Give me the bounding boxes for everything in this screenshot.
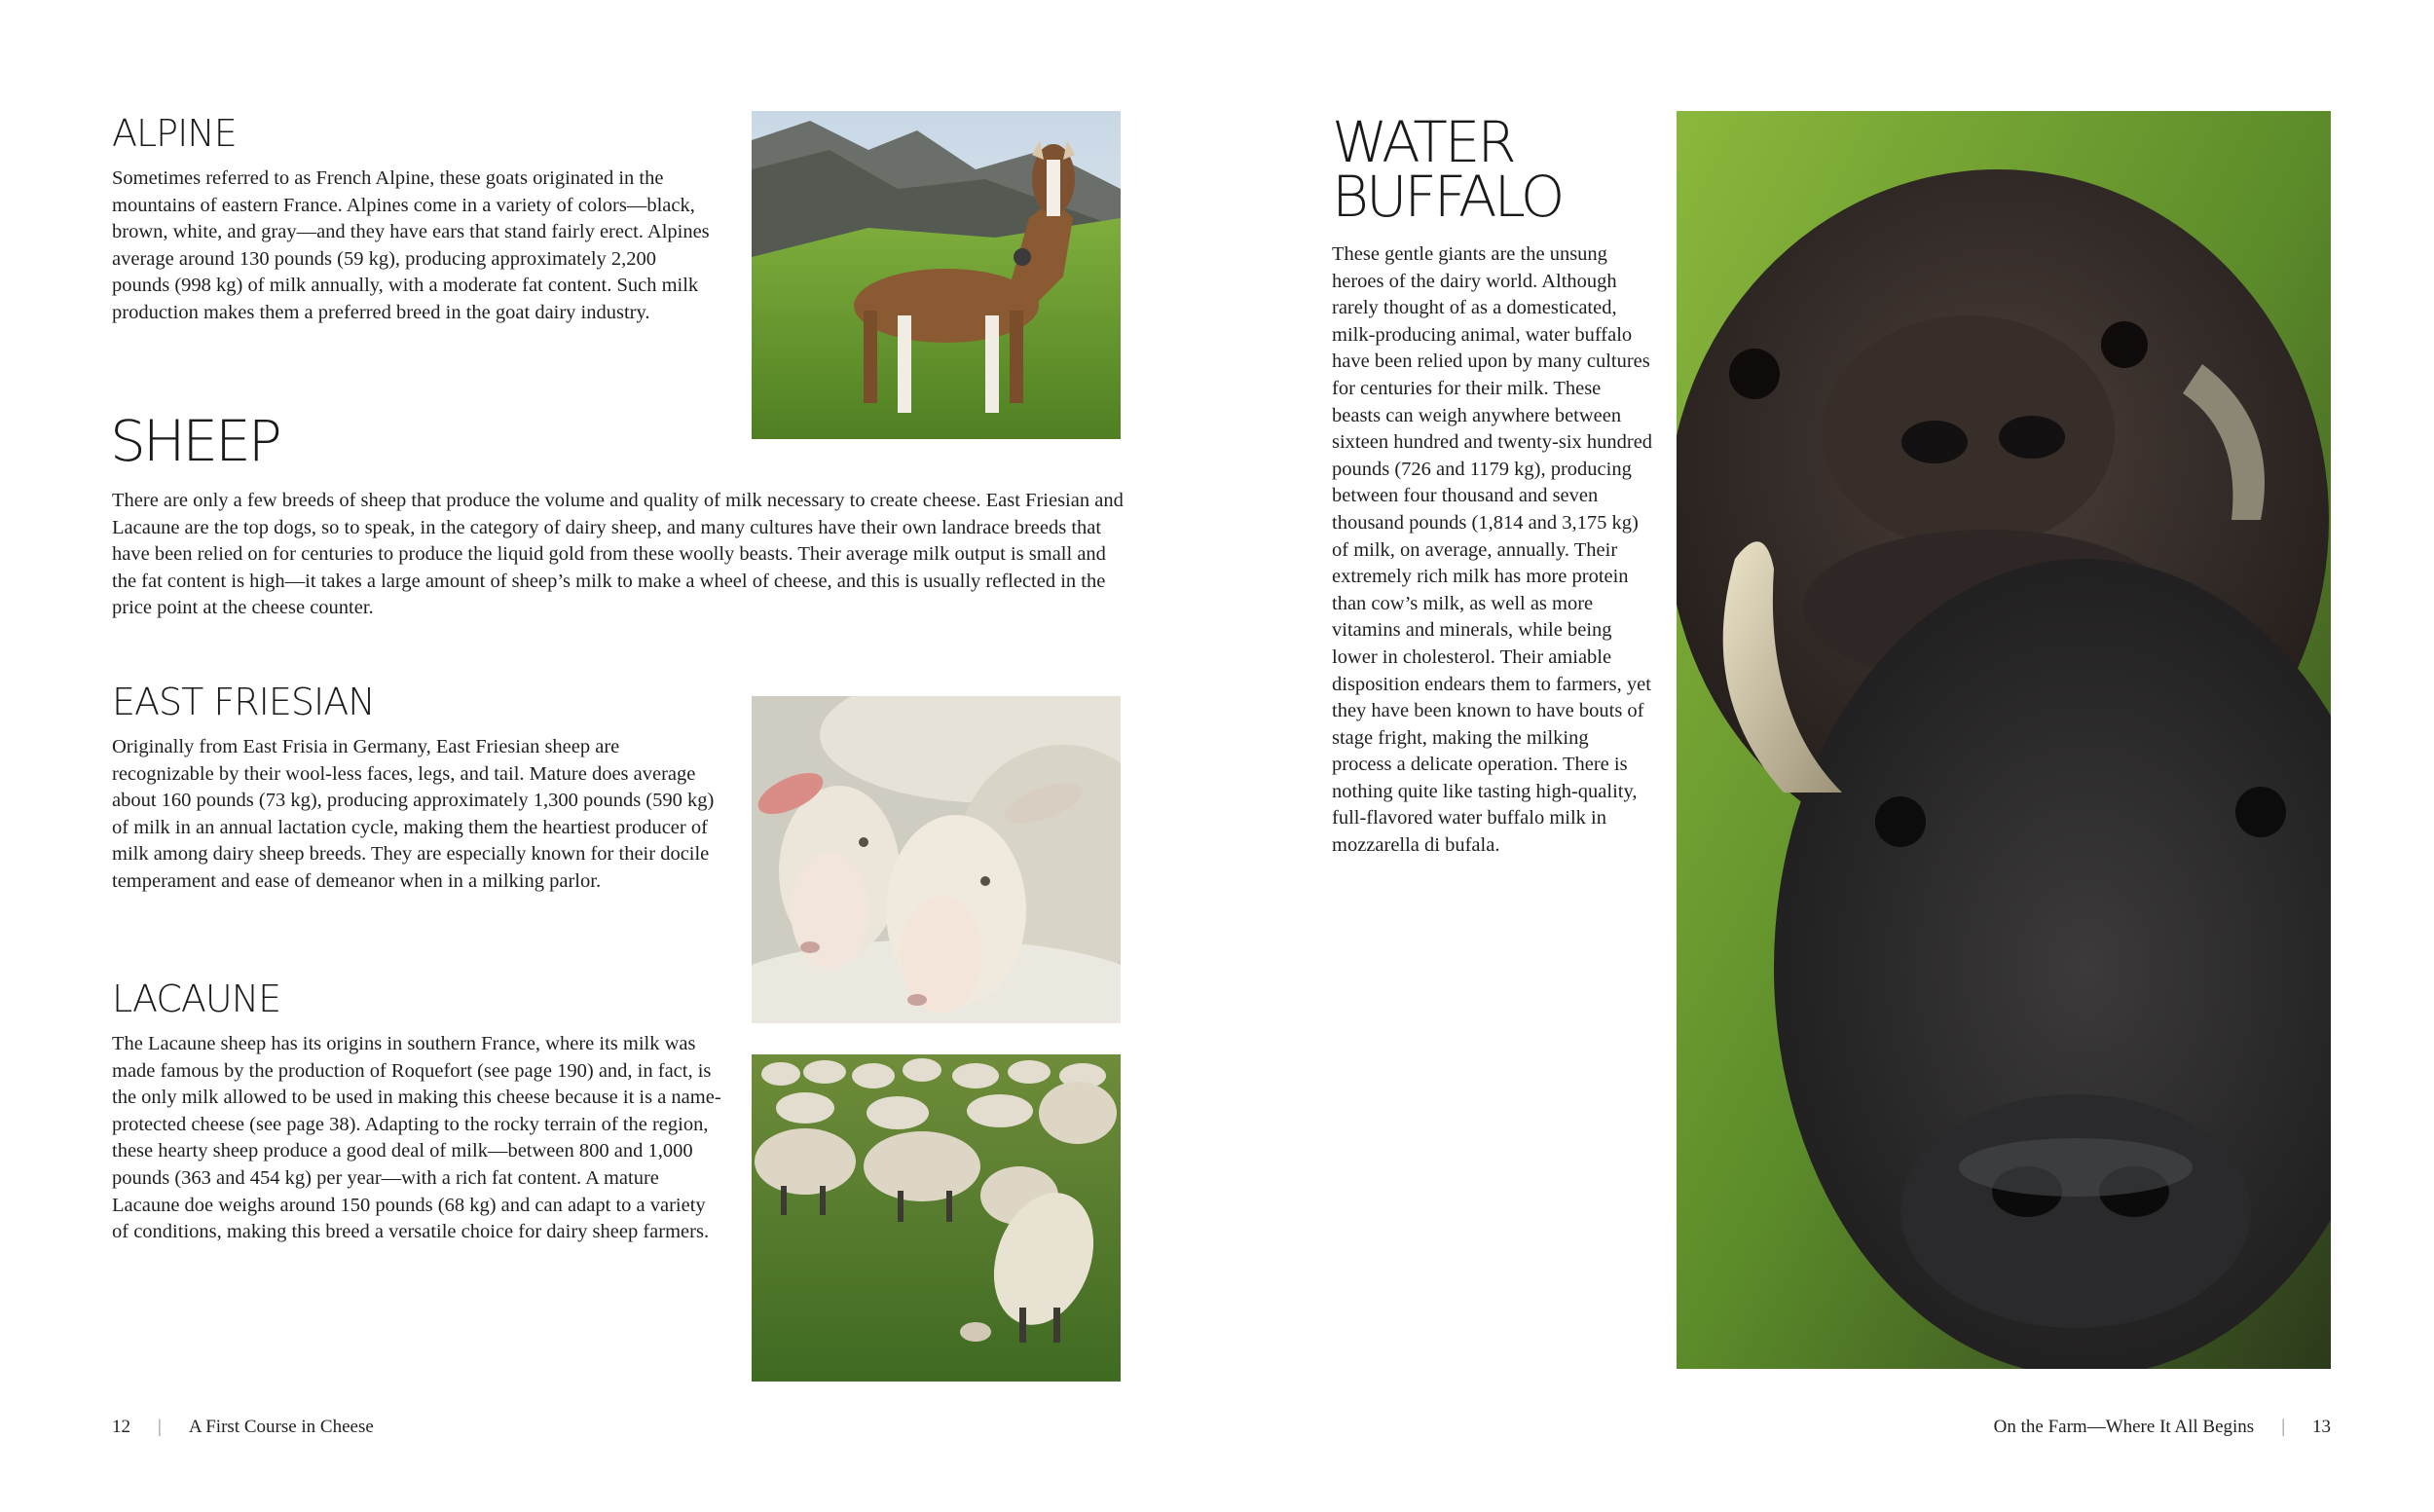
sheep-heading: SHEEP xyxy=(110,408,279,474)
water-buffalo-body: These gentle giants are the unsung heroes of the dairy world. Although rarely thought of as a domesticated, milk-producing animal, water buffalo have been relied upon by many cultures for centuries for their milk. These beasts can weigh anywhere between sixteen hundred and twenty-six hundred pounds (726 and 1179 kg), producing between four thousand and seven thousand pounds (1,814 and 3,175 kg) of milk, on average, annually. Their extremely rich milk has more protein than cow’s milk, as well as more vitamins and minerals, while being lower in cholesterol. Their amiable disposition endears them to farmers, yet they have been known to have bouts of stage fright, making the milking process a delicate operation. There is nothing quite like tasting high-quality, full-flavored water buffalo milk in mozzarella di bufala. xyxy=(1332,243,1653,857)
east-friesian-body: Originally from East Frisia in Germany, East Friesian sheep are recognizable by their wool-less faces, legs, and tail. Mature does average about 160 pounds (73 kg), producing approximately 1,300 pounds (590 kg) of milk in an annual lactation cycle, making them the heartiest producer of milk among dairy sheep breeds. They are especially known for their docile temperament and ease of demeanor when in a milking parlor. xyxy=(112,736,715,892)
book-title: A First Course in Cheese xyxy=(188,1417,374,1437)
sheep-flock-photo xyxy=(752,1054,1121,1382)
footer-left xyxy=(112,1417,374,1438)
water-buffalo-photo xyxy=(1677,111,2331,1369)
footer-right xyxy=(1994,1417,2331,1438)
page-number-left: 12 xyxy=(112,1417,130,1437)
footer-separator-right: | xyxy=(2281,1417,2285,1437)
sheep-faces-photo xyxy=(752,696,1121,1023)
page-number-right: 13 xyxy=(2312,1417,2331,1437)
alpine-body: Sometimes referred to as French Alpine, these goats originated in the mountains of eastern France. Alpines come in a variety of colors—black, brown, white, and gray—and they have ears that stand fairly erect. Alpines average around 130 pounds (59 kg), producing approximately 2,200 pounds (998 kg) of milk annually, with a moderate fat content. Such milk production makes them a preferred breed in the goat dairy industry. xyxy=(112,167,710,323)
lacaune-heading: LACAUNE xyxy=(112,977,281,1020)
sheep-body: There are only a few breeds of sheep that produce the volume and quality of milk necessary to create cheese. East Friesian and Lacaune are the top dogs, so to speak, in the category of dairy sheep, and many cultures have their own landrace breeds that have been relied on for centuries to produce the liquid gold from these woolly beasts. Their average milk output is small and the fat content is high—it takes a large amount of sheep’s milk to make a wheel of cheese, and this is usually reflected in the price point at the cheese counter. xyxy=(112,490,1124,619)
goat-photo xyxy=(752,111,1121,439)
footer-separator-left: | xyxy=(158,1417,162,1437)
water-buffalo-heading xyxy=(1332,109,1563,230)
alpine-heading: ALPINE xyxy=(112,112,237,155)
water-buffalo-heading-line2: BUFFALO xyxy=(1332,164,1563,230)
water-buffalo-heading-line1: WATER xyxy=(1332,109,1514,175)
east-friesian-heading: EAST FRIESIAN xyxy=(112,681,375,723)
chapter-title: On the Farm—Where It All Begins xyxy=(1993,1417,2255,1437)
lacaune-body: The Lacaune sheep has its origins in southern France, where its milk was made famous by the production of Roquefort (see page 190) and, in fact, is the only milk allowed to be used in making this cheese because it is a name-protected cheese (see page 38). Adapting to the rocky terrain of the region, these hearty sheep produce a good deal of milk—between 800 and 1,000 pounds (363 and 454 kg) per year—with a rich fat content. A mature Lacaune doe weighs around 150 pounds (68 kg) and can adapt to a variety of conditions, making this breed a versatile choice for dairy sheep farmers. xyxy=(112,1033,721,1243)
